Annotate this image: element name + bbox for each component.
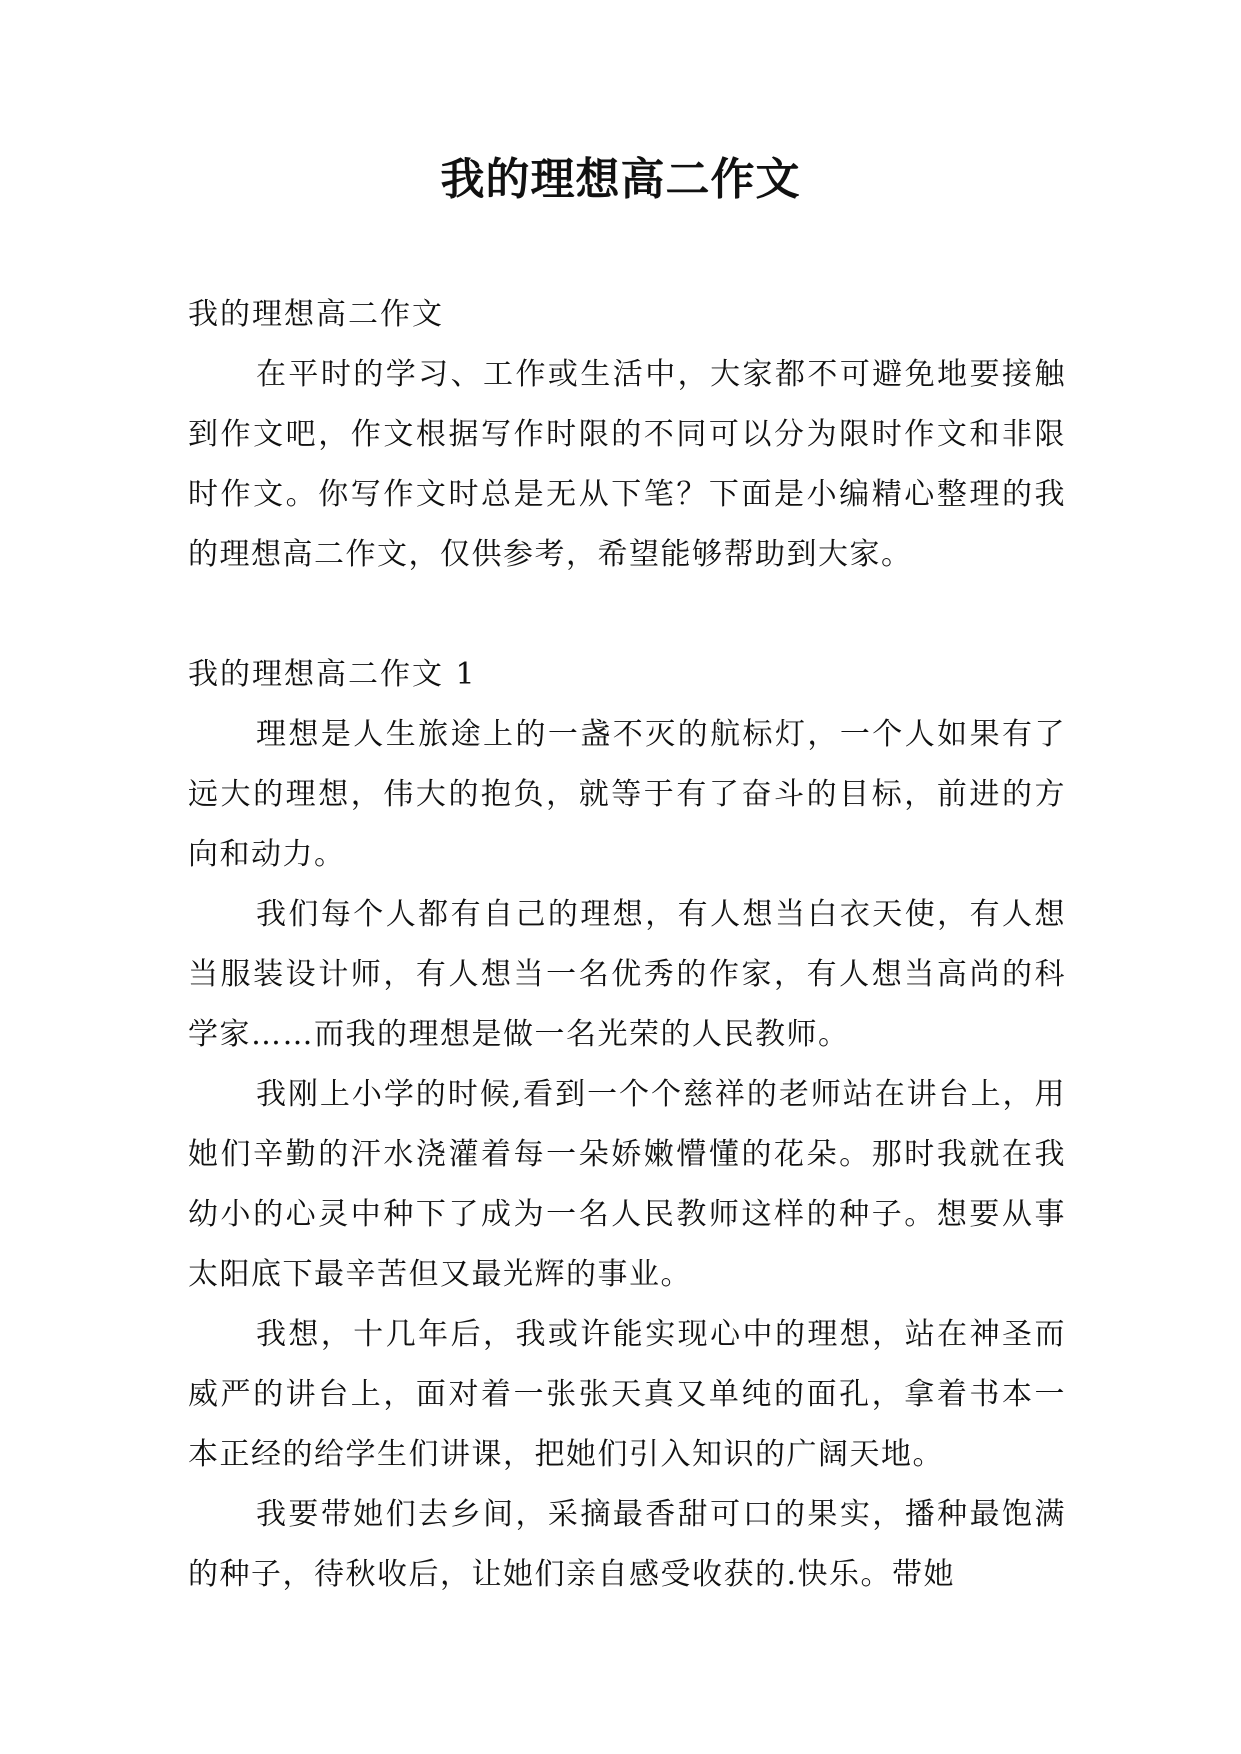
intro-heading: 我的理想高二作文	[188, 297, 444, 332]
paragraph-2: 我们每个人都有自己的理想，有人想当白衣天使，有人想当服装设计师，有人想当一名优秀的作家，有人想当高尚的科学家……而我的理想是做一名光荣的人民教师。	[188, 897, 1066, 1052]
paragraph-5: 我要带她们去乡间，采摘最香甜可口的果实，播种最饱满的种子，待秋收后，让她们亲自感受收获的.快乐。带她	[188, 1497, 1066, 1592]
section-heading: 我的理想高二作文 1	[188, 657, 477, 692]
paragraph-1: 理想是人生旅途上的一盏不灭的航标灯，一个人如果有了远大的理想，伟大的抱负，就等于有了奋斗的目标，前进的方向和动力。	[188, 717, 1066, 872]
paragraph-3: 我刚上小学的时候,看到一个个慈祥的老师站在讲台上，用她们辛勤的汗水浇灌着每一朵娇嫩懵懂的花朵。那时我就在我幼小的心灵中种下了成为一名人民教师这样的种子。想要从事太阳底下最辛苦但又最光辉的事业。	[188, 1077, 1066, 1292]
document-body	[188, 285, 1066, 1605]
intro-paragraph: 在平时的学习、工作或生活中，大家都不可避免地要接触到作文吧，作文根据写作时限的不同可以分为限时作文和非限时作文。你写作文时总是无从下笔？下面是小编精心整理的我的理想高二作文，仅供参考，希望能够帮助到大家。	[188, 357, 1066, 572]
paragraph-spacer	[188, 585, 1066, 645]
document-title: 我的理想高二作文	[440, 154, 801, 205]
paragraph-4: 我想，十几年后，我或许能实现心中的理想，站在神圣而威严的讲台上，面对着一张张天真又单纯的面孔，拿着书本一本正经的给学生们讲课，把她们引入知识的广阔天地。	[188, 1317, 1066, 1472]
